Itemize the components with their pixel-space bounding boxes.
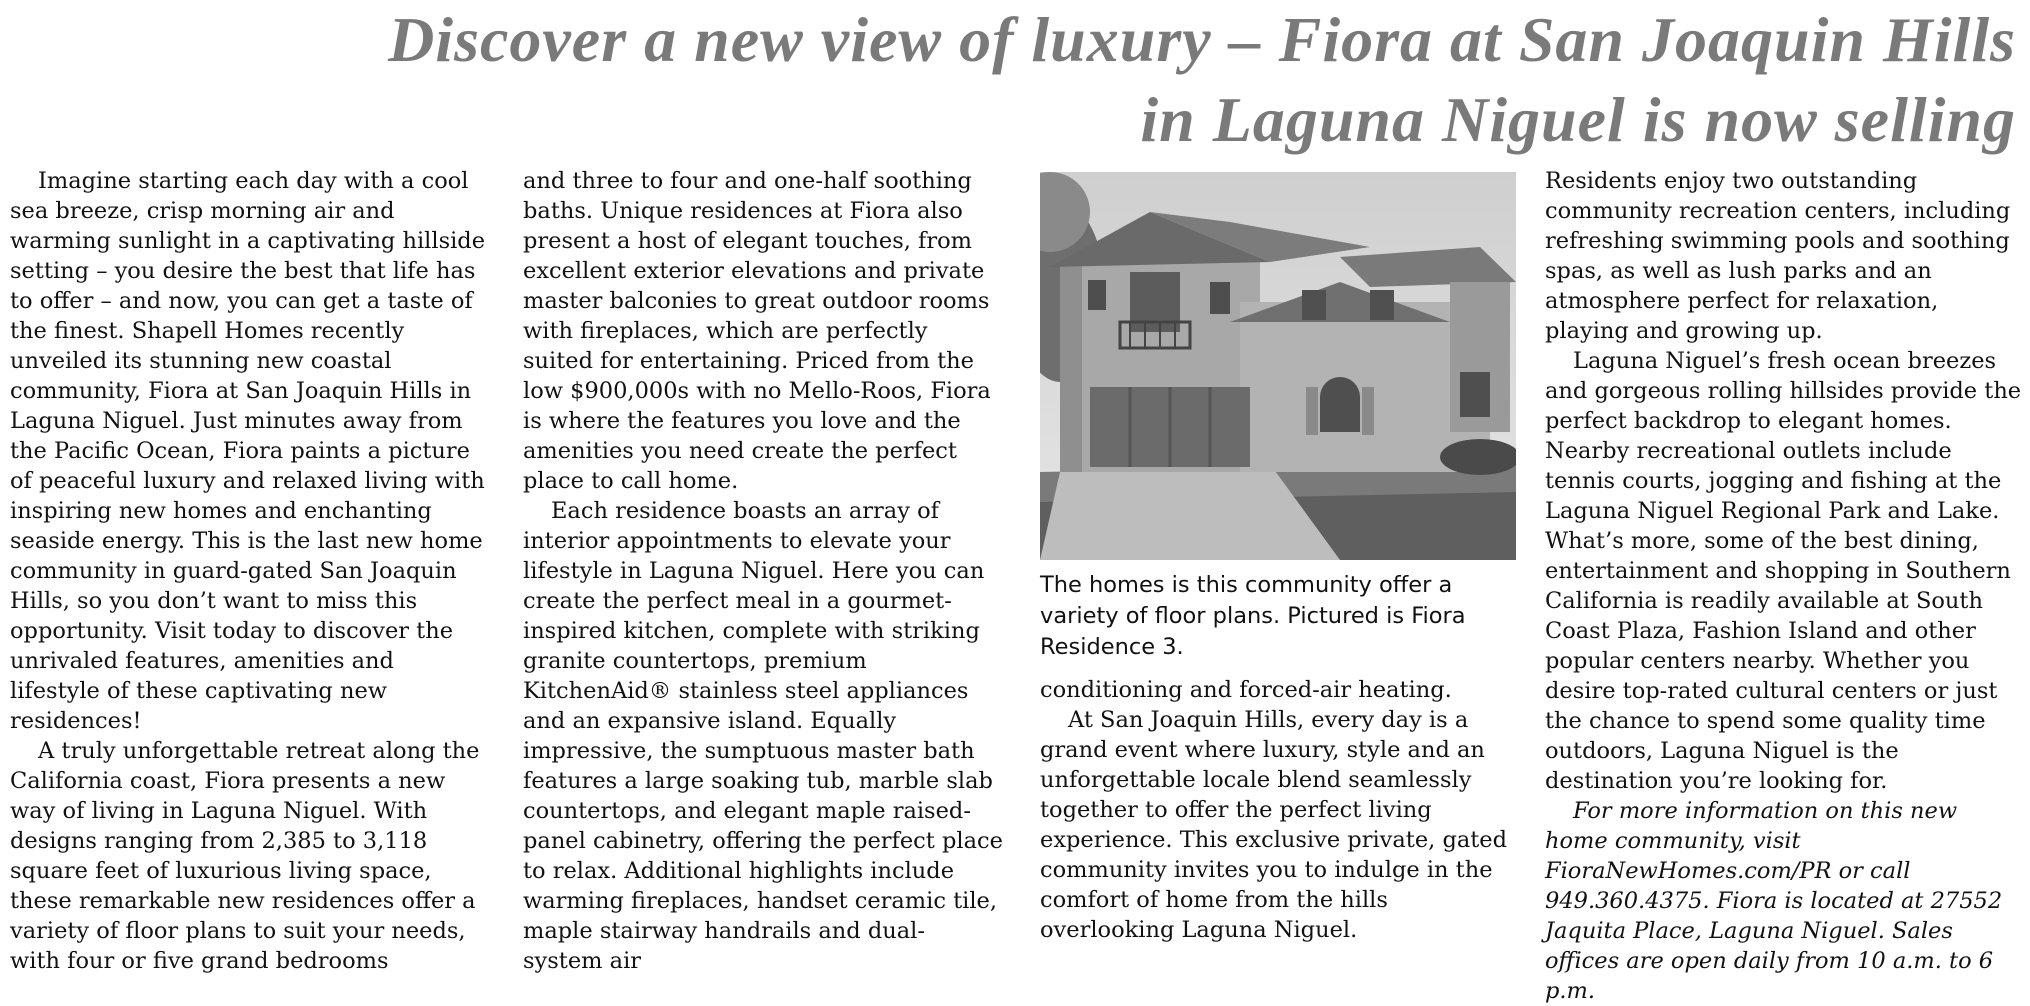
article-column-3 xyxy=(1040,172,1518,945)
paragraph: At San Joaquin Hills, every day is a grand event where luxury, style and an unforgettable locale blend seamlessly together to offer the perfect living experience. This exclusive private, gated community invites you to indulge in the comfort of home from the hills overlooking Laguna Niguel. xyxy=(1040,707,1508,943)
house-photo xyxy=(1040,172,1516,560)
paragraph: and three to four and one-half soothing baths. Unique residences at Fiora also present a host of elegant touches, from excellent exterior elevations and private master balconies to great outdoor rooms with fireplaces, which are perfectly suited for entertaining. Priced from the low $900,000s with no Mello-Roos, Fiora is where the features you love and the amenities you need create the perfect place to call home. xyxy=(523,168,991,494)
article-column-2 xyxy=(523,166,1003,976)
headline-line-2: in Laguna Niguel is now selling xyxy=(1140,84,2016,155)
paragraph: conditioning and forced-air heating. xyxy=(1040,677,1452,703)
headline-line-1: Discover a new view of luxury – Fiora at San Joaquin Hills xyxy=(388,4,2016,75)
paragraph: A truly unforgettable retreat along the California coast, Fiora presents a new way of living in Laguna Niguel. With designs ranging from 2,385 to 3,118 square feet of luxurious living space, these remarkable new residences offer a variety of floor plans to suit your needs, with four or five grand bedrooms xyxy=(10,738,480,974)
house-illustration xyxy=(1040,172,1516,560)
article-column-4 xyxy=(1545,166,2023,1006)
photo-caption: The homes is this community offer a variety of floor plans. Pictured is Fiora Residence 3. xyxy=(1040,572,1466,660)
headline xyxy=(226,0,2016,160)
contact-info-paragraph: For more information on this new home community, visit FioraNewHomes.com/PR or call 949.360.4375. Fiora is located at 27552 Jaquita Place, Laguna Niguel. Sales offices are open daily from 10 a.m. to 6 p.m. xyxy=(1545,798,2003,1004)
paragraph: Imagine starting each day with a cool sea breeze, crisp morning air and warming sunlight in a captivating hillside setting – you desire the best that life has to offer – and now, you can get a taste of the finest. Shapell Homes recently unveiled its stunning new coastal community, Fiora at San Joaquin Hills in Laguna Niguel. Just minutes away from the Pacific Ocean, Fiora paints a picture of peaceful luxury and relaxed living with inspiring new homes and enchanting seaside energy. This is the last new home community in guard-gated San Joaquin Hills, so you don’t want to miss this opportunity. Visit today to discover the unrivaled features, amenities and lifestyle of these captivating new residences! xyxy=(10,168,486,734)
paragraph: Laguna Niguel’s fresh ocean breezes and gorgeous rolling hillsides provide the perfect backdrop to elegant homes. Nearby recreational outlets include tennis courts, jogging and fishing at the Laguna Niguel Regional Park and Lake. What’s more, some of the best dining, entertainment and shopping in Southern California is readily available at South Coast Plaza, Fashion Island and other popular centers nearby. Whether you desire top-rated cultural centers or just the chance to spend some quality time outdoors, Laguna Niguel is the destination you’re looking for. xyxy=(1545,348,2022,794)
article-column-1 xyxy=(10,166,490,976)
paragraph: Each residence boasts an array of interior appointments to elevate your lifestyle in Laguna Niguel. Here you can create the perfect meal in a gourmet-inspired kitchen, complete with striking granite countertops, premium KitchenAid® stainless steel appliances and an expansive island. Equally impressive, the sumptuous master bath features a large soaking tub, marble slab countertops, and elegant maple raised-panel cabinetry, offering the perfect place to relax. Additional highlights include warming fireplaces, handset ceramic tile, maple stairway handrails and dual-system air xyxy=(523,498,1003,974)
paragraph: Residents enjoy two outstanding community recreation centers, including refreshing swimming pools and soothing spas, as well as lush parks and an atmosphere perfect for relaxation, playing and growing up. xyxy=(1545,168,2011,344)
